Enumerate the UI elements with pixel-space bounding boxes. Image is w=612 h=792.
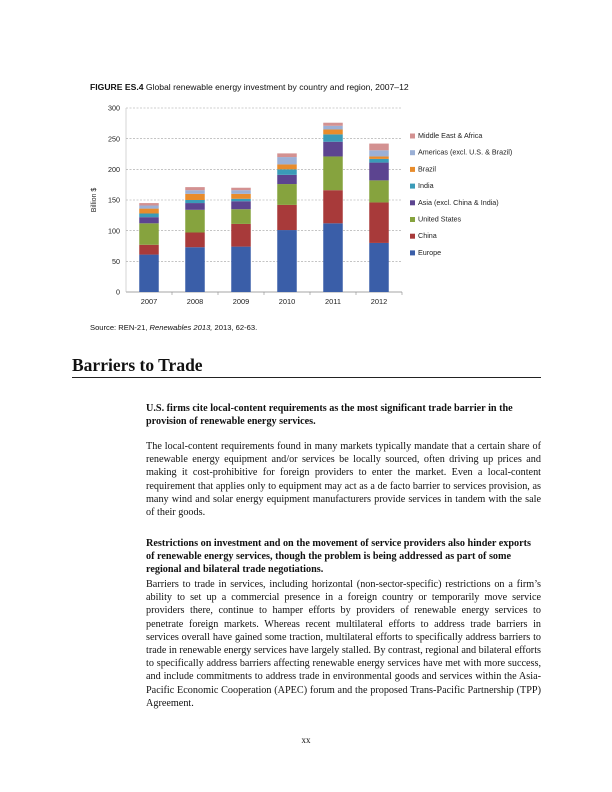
bar-segment [139, 223, 159, 244]
bar-segment [185, 203, 205, 210]
bar-segment [277, 169, 297, 175]
legend-label: United States [418, 214, 462, 224]
bar-segment [277, 230, 297, 292]
bar-segment [369, 156, 389, 158]
bar-segment [185, 200, 205, 203]
x-tick-label: 2012 [370, 297, 388, 306]
bar-segment [139, 217, 159, 223]
bar-segment [277, 157, 297, 164]
paragraph-local-content: The local-content requirements found in many markets typically mandate that a certain share of renewable energy equipment and/or services be locally sourced, often driving up prices and making it cost-prohibitive for foreign providers to enter the market. Even a local-content requirement that applies only to equipment may act as a de facto barrier to services provision, as many wind and solar energy equipment manufacturers provide services in tandem with the sale of their goods. [146, 441, 541, 519]
y-tick-label: 200 [108, 164, 120, 174]
bar-segment [277, 164, 297, 169]
legend-label: Middle East & Africa [418, 131, 483, 140]
legend-swatch [410, 200, 415, 205]
legend-swatch [410, 250, 415, 255]
y-tick-label: 300 [108, 103, 120, 113]
legend-swatch [410, 150, 415, 155]
bar-segment [277, 153, 297, 157]
bar-segment [323, 123, 343, 126]
bar-segment [323, 134, 343, 141]
legend-swatch [410, 134, 415, 139]
bar-segment [139, 209, 159, 214]
bar-segment [369, 150, 389, 156]
source-prefix: Source: REN-21, [90, 323, 150, 332]
bar-segment [231, 224, 251, 247]
bar-segment [369, 243, 389, 292]
chart-svg [84, 100, 544, 315]
figure-title [90, 82, 409, 92]
investment-chart [84, 100, 544, 315]
x-tick-label: 2008 [186, 297, 204, 306]
subheading-local-content: U.S. firms cite local-content requirements as the most significant trade barrier in the provision of renewable energy services. [146, 403, 513, 428]
legend-label: Europe [418, 247, 442, 257]
y-tick-label: 250 [108, 134, 120, 144]
bar-segment [231, 199, 251, 201]
bar-segment [323, 156, 343, 190]
bar-segment [323, 190, 343, 223]
bar-segment [231, 190, 251, 194]
bar-segment [231, 188, 251, 190]
bar-segment [139, 245, 159, 255]
bar-segment [369, 202, 389, 242]
bar-segment [277, 205, 297, 230]
paragraph-trade-barriers: Barriers to trade in services, including horizontal (non-sector-specific) restrictions on a firm’s ability to set up a commercial presence in a foreign country or temporarily move service providers there, continue to hamper efforts by providers of renewable energy services to penetrate foreign markets. Whereas recent multilateral efforts to address trade barriers in services overall have gained some traction, multilateral efforts to specifically address barriers to trade in renewable energy services have largely stalled. By contrast, regional and bilateral efforts to specifically address barriers affecting renewable energy services have met with more success, and include commitments to address trade in environmental goods and services within the Asia-Pacific Economic Cooperation (APEC) forum and the proposed Trans-Pacific Partnership (TPP) Agreement. [146, 579, 541, 709]
legend-label: India [418, 181, 434, 191]
bar-segment [369, 159, 389, 163]
bar-segment [231, 194, 251, 199]
bar-segment [323, 223, 343, 292]
legend-label: China [418, 231, 437, 241]
bar-segment [185, 194, 205, 200]
legend-swatch [410, 217, 415, 222]
x-tick-label: 2010 [278, 297, 296, 306]
y-axis-label: Billion $ [91, 187, 98, 213]
bar-segment [185, 233, 205, 248]
figure-label: FIGURE ES.4 [90, 82, 144, 92]
legend-swatch [410, 184, 415, 189]
bar-segment [323, 142, 343, 157]
section-divider [72, 377, 541, 378]
bar-segment [139, 213, 159, 217]
bar-segment [185, 187, 205, 190]
figure-source [90, 323, 257, 332]
x-tick-label: 2011 [325, 297, 341, 306]
bar-segment [139, 203, 159, 205]
bar-segment [231, 201, 251, 209]
legend-swatch [410, 234, 415, 239]
y-tick-label: 0 [116, 287, 120, 297]
y-tick-label: 50 [112, 256, 120, 266]
bar-segment [323, 126, 343, 130]
bar-segment [185, 190, 205, 194]
legend-label: Americas (excl. U.S. & Brazil) [418, 147, 513, 157]
y-tick-label: 150 [108, 195, 120, 205]
legend-label: Asia (excl. China & India) [418, 197, 499, 207]
page-number: xx [301, 735, 311, 745]
bar-segment [185, 210, 205, 233]
legend-swatch [410, 167, 415, 172]
y-tick-label: 100 [108, 226, 120, 236]
bar-segment [185, 247, 205, 292]
subheading-investment-restrictions: Restrictions on investment and on the movement of service providers also hinder exports of renewable energy services, though the problem is being addressed as part of some regional and bilateral trade negotiations. [146, 538, 532, 576]
bar-segment [277, 175, 297, 184]
x-tick-label: 2009 [232, 297, 250, 306]
bar-segment [277, 184, 297, 205]
bar-segment [369, 180, 389, 202]
source-suffix: 2013, 62-63. [212, 323, 258, 332]
x-tick-label: 2007 [140, 297, 158, 306]
section-heading: Barriers to Trade [72, 355, 203, 375]
bar-segment [369, 144, 389, 151]
legend-label: Brazil [418, 164, 436, 174]
bar-segment [369, 163, 389, 181]
bar-segment [231, 247, 251, 292]
bar-segment [231, 209, 251, 224]
bar-segment [323, 129, 343, 134]
figure-title-text: Global renewable energy investment by country and region, 2007–12 [145, 82, 409, 92]
bar-segment [139, 255, 159, 292]
bar-segment [139, 206, 159, 209]
source-title: Renewables 2013, [149, 323, 213, 332]
